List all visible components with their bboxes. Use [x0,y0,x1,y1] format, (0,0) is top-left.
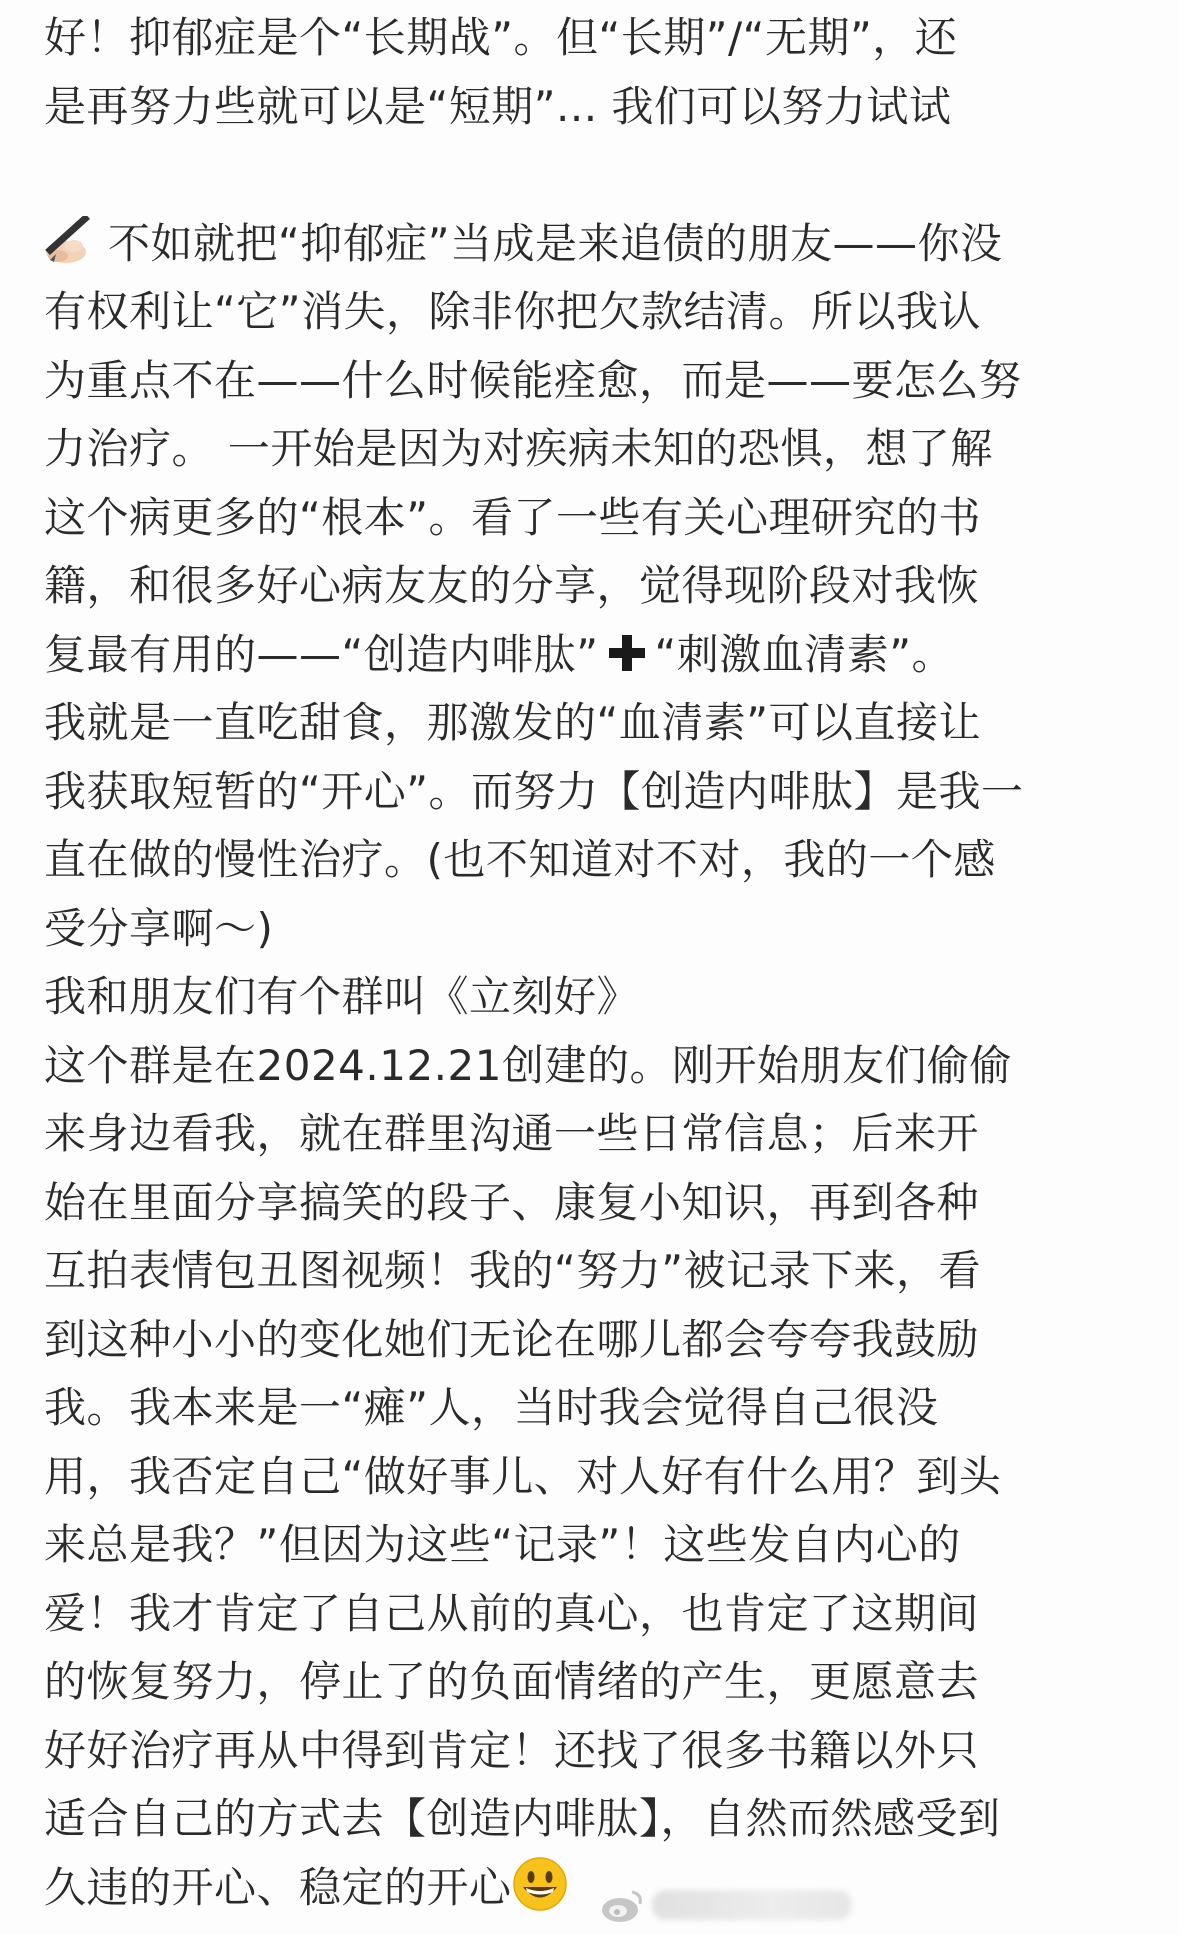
watermark-blurred-handle [652,1890,852,1920]
grinning-face-icon [512,1856,568,1912]
text-line: 籍，和很多好心病友友的分享，觉得现阶段对我恢 [44,561,980,610]
heavy-plus-icon [605,631,649,675]
text-line: 我就是一直吃甜食，那激发的“血清素”可以直接让 [44,698,982,747]
text-line: 适合自己的方式去【创造内啡肽】，自然而然感受到 [44,1794,1001,1843]
text-line-content: 不如就把“抑郁症”当成是来追债的朋友——你没 [108,218,1003,268]
text-line: 互拍表情包丑图视频！我的“努力”被记录下来，看 [44,1246,982,1295]
text-line: 我和朋友们有个群叫《立刻好》 [44,972,640,1021]
text-line: 来身边看我，就在群里沟通一些日常信息；后来开 [44,1109,980,1158]
text-line: 力治疗。 一开始是因为对疾病未知的恐惧，想了解 [44,424,993,473]
text-line: 为重点不在——什么时候能痊愈，而是——要怎么努 [44,355,1022,405]
text-line: 我获取短暂的“开心”。而努力【创造内啡肽】是我一 [44,766,1024,816]
text-line: 受分享啊～) [44,903,274,953]
text-line: 爱！我才肯定了自己从前的真心，也肯定了这期间 [44,1588,980,1638]
text-line-content: 久违的开心、稳定的开心 [44,1862,512,1912]
text-line: 好！抑郁症是个“长期战”。但“长期”/“无期”，还 [44,13,958,62]
text-line: 用，我否定自己“做好事儿、对人好有什么用？到头 [44,1451,1002,1501]
text-line: 直在做的慢性治疗。(也不知道对不对，我的一个感 [44,835,996,884]
paragraph-gap [44,141,1174,210]
text-line-left: 复最有用的——“创造内啡肽” [44,629,599,679]
post-body [44,4,1174,1922]
text-line: 是再努力些就可以是“短期”... 我们可以努力试试 [44,81,952,131]
text-line: 来总是我？”但因为这些“记录”！这些发自内心的 [44,1520,961,1569]
text-line-right: “刺激血清素”。 [654,629,955,679]
text-line: 到这种小小的变化她们无论在哪儿都会夸夸我鼓励 [44,1314,980,1364]
text-line: 始在里面分享搞笑的段子、康复小知识，再到各种 [44,1177,980,1227]
text-line: 我。我本来是一“瘫”人，当时我会觉得自己很没 [44,1383,939,1432]
writing-hand-icon [44,216,106,266]
weibo-logo-icon [600,1886,644,1924]
text-line: 这个群是在2024.12.21创建的。刚开始朋友们偷偷 [44,1040,1012,1090]
text-line: 好好治疗再从中得到肯定！还找了很多书籍以外只 [44,1725,980,1775]
text-line [44,210,1174,279]
text-line: 这个病更多的“根本”。看了一些有关心理研究的书 [44,492,982,542]
watermark [600,1880,852,1930]
text-line [44,621,1174,690]
text-line: 有权利让“它”消失，除非你把欠款结清。所以我认 [44,287,982,336]
text-line: 的恢复努力，停止了的负面情绪的产生，更愿意去 [44,1657,980,1706]
